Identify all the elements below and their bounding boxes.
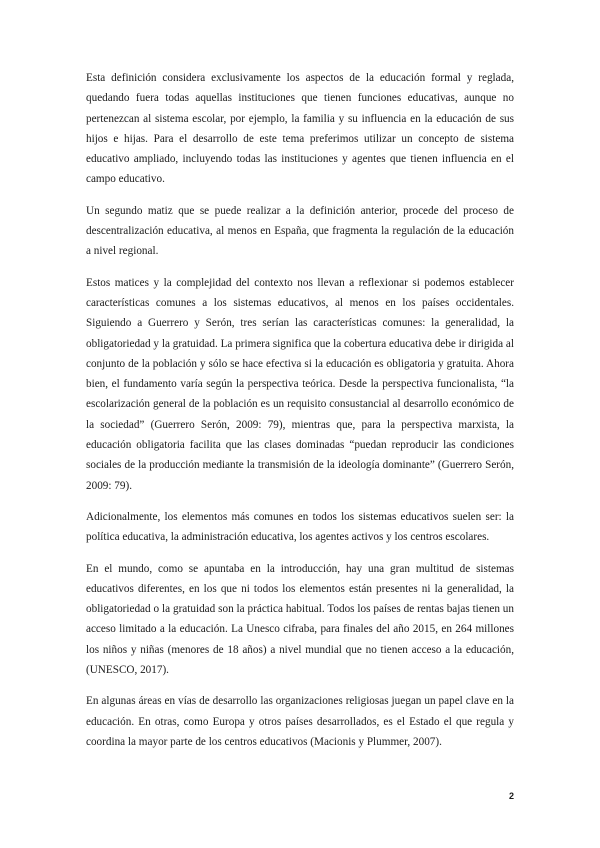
page-number: 2	[508, 791, 514, 801]
paragraph-3: Estos matices y la complejidad del contexto nos llevan a reflexionar si podemos establecer características comunes a los sistemas educativos, al menos en los países occidentales. Siguiendo a Guerrero y Serón, tres serían las características comunes: la generalidad, la obligatoriedad y la gratuidad. La primera significa que la cobertura educativa debe ir dirigida al conjunto de la población y sólo se hace efectiva si la educación es obligatoria y gratuita. Ahora bien, el fundamento varía según la perspectiva teórica. Desde la perspectiva funcionalista, “la escolarización general de la población es un requisito consustancial al desarrollo económico de la sociedad” (Guerrero Serón, 2009: 79), mientras que, para la perspectiva marxista, la educación obligatoria facilita que las clases dominadas “puedan reproducir las condiciones sociales de la producción mediante la transmisión de la ideología dominante” (Guerrero Serón, 2009: 79).	[86, 276, 514, 492]
paragraph-1: Esta definición considera exclusivamente los aspectos de la educación formal y reglada, quedando fuera todas aquellas instituciones que tienen funciones educativas, aunque no pertenezcan al sistema escolar, por ejemplo, la familia y su influencia en la educación de sus hijos e hijas. Para el desarrollo de este tema preferimos utilizar un concepto de sistema educativo ampliado, incluyendo todas las instituciones y agentes que tienen influencia en el campo educativo.	[86, 72, 514, 186]
paragraph-6: En algunas áreas en vías de desarrollo las organizaciones religiosas juegan un papel clave en la educación. En otras, como Europa y otros países desarrollados, es el Estado el que regula y coordina la mayor parte de los centros educativos (Macionis y Plummer, 2007).	[86, 695, 514, 748]
paragraph-4: Adicionalmente, los elementos más comunes en todos los sistemas educativos suelen ser: la política educativa, la administración educativa, los agentes activos y los centros escolares.	[86, 510, 514, 544]
body-text	[86, 68, 514, 763]
paragraph-5: En el mundo, como se apuntaba en la introducción, hay una gran multitud de sistemas educativos diferentes, en los que ni todos los elementos están presentes ni la generalidad, la obligatoriedad o la gratuidad son la práctica habitual. Todos los países de rentas bajas tienen un acceso limitado a la educación. La Unesco cifraba, para finales del año 2015, en 264 millones los niños y niñas (menores de 18 años) a nivel mundial que no tienen acceso a la educación, (UNESCO, 2017).	[86, 562, 514, 677]
paragraph-2: Un segundo matiz que se puede realizar a la definición anterior, procede del proceso de descentralización educativa, al menos en España, que fragmenta la regulación de la educación a nivel regional.	[86, 204, 514, 258]
